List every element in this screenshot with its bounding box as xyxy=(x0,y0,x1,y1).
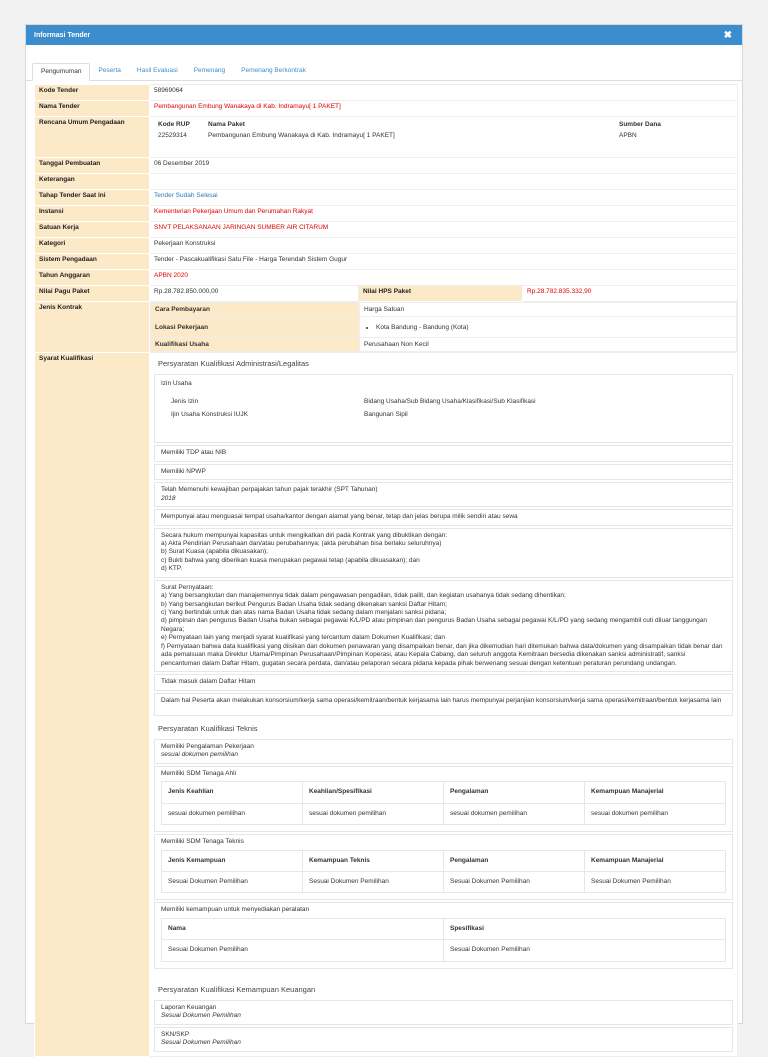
pajak-text: Telah Memenuhi kewajiban perpajakan tahun pajak terakhir (SPT Tahunan) xyxy=(161,486,378,494)
ahli-text: Memiliki SDM Tenaga Ahli xyxy=(161,769,237,777)
field-label: Syarat Kualifikasi xyxy=(35,353,150,1057)
list-item: Dalam hal Peserta akan melakukan konsorsium/kerja sama operasi/kemitraan/bentuk kerjasama lain harus mempunyai perjanjian konsorsium/kerja sama operasi/kemitraan/bentuk kerjasama lain xyxy=(154,693,733,716)
tab-bar xyxy=(26,63,742,81)
kontrak-cell xyxy=(150,302,738,353)
laporan-text: Laporan Keuangan xyxy=(161,1003,217,1011)
izin-table xyxy=(167,396,732,439)
table-header: Nama xyxy=(162,918,444,939)
izin-bidang: Bangunan Sipil xyxy=(364,410,408,418)
tab-pengumuman[interactable]: Pengumuman xyxy=(32,63,90,81)
field-label: Satuan Kerja xyxy=(35,222,150,238)
hukum-line: Secara hukum mempunyai kapasitas untuk mengikatkan diri pada Kontrak yang dibuktikan dengan: xyxy=(161,531,448,539)
table-header: Jenis Kemampuan xyxy=(162,850,303,871)
table-header: Nama Paket xyxy=(204,119,615,130)
table-cell: Sesuai Dokumen Pemilihan xyxy=(585,872,726,893)
tender-info-window xyxy=(25,24,743,1047)
table-header: Kemampuan Manajerial xyxy=(585,850,726,871)
rup-cell xyxy=(150,117,738,158)
ahli-table xyxy=(161,781,726,825)
table-header: Jenis Izin xyxy=(171,398,199,406)
hukum-line: a) Akta Pendirian Perusahaan dan/atau perubahannya; (akta perubahan bisa berlaku seluruhnya) xyxy=(161,539,442,547)
window-titlebar xyxy=(26,25,742,45)
tanggal-value: 06 Desember 2019 xyxy=(150,158,738,174)
tab-hasil-evaluasi[interactable]: Hasil Evaluasi xyxy=(136,67,178,74)
list-item xyxy=(154,1027,733,1052)
field-label: Tahun Anggaran xyxy=(35,270,150,286)
teknis-text: Memiliki SDM Tenaga Teknis xyxy=(161,838,244,846)
table-cell: Sesuai Dokumen Pemilihan xyxy=(162,872,303,893)
table-cell: Sesuai Dokumen Pemilihan xyxy=(303,872,444,893)
field-label: Tahap Tender Saat ini xyxy=(35,190,150,206)
list-item xyxy=(154,834,733,900)
tab-pemenang-berkontrak[interactable]: Pemenang Berkontrak xyxy=(241,67,306,74)
izin-usaha-block xyxy=(154,374,733,443)
table-header: Kode RUP xyxy=(154,119,204,130)
field-label: Sistem Pengadaan xyxy=(35,254,150,270)
lokasi-cell xyxy=(360,317,737,338)
satuan-value: SNVT PELAKSANAAN JARINGAN SUMBER AIR CITARUM xyxy=(150,222,738,238)
tahap-value[interactable]: Tender Sudah Selesai xyxy=(150,190,738,206)
list-item xyxy=(154,528,733,578)
tender-detail-table xyxy=(34,84,738,1057)
kategori-value: Pekerjaan Konstruksi xyxy=(150,238,738,254)
list-item: Memiliki NPWP xyxy=(154,464,733,480)
pagu-value: Rp.28.782.850.000,00 xyxy=(150,286,359,302)
cara-value: Harga Satuan xyxy=(360,303,737,317)
table-header: Bidang Usaha/Sub Bidang Usaha/Klasifikasi/Sub Klasifikasi xyxy=(364,398,536,406)
field-label: Instansi xyxy=(35,206,150,222)
peralatan-table xyxy=(161,918,726,962)
field-label: Kategori xyxy=(35,238,150,254)
table-cell: Sesuai Dokumen Pemilihan xyxy=(444,872,585,893)
field-label: Nilai Pagu Paket xyxy=(35,286,150,302)
peralatan-text: Memiliki kemampuan untuk menyediakan peralatan xyxy=(161,906,310,914)
field-label: Nilai HPS Paket xyxy=(359,286,523,302)
laporan-sub: Sesuai Dokumen Pemilihan xyxy=(161,1012,241,1020)
table-cell: sesuai dokumen pemilihan xyxy=(303,803,444,824)
teknis-table xyxy=(161,850,726,894)
izin-usaha-label: Izin Usaha xyxy=(161,380,192,387)
rup-source: APBN xyxy=(619,132,637,139)
nama-tender-value: Pembangunan Embung Wanakaya di Kab. Indramayu[ 1 PAKET] xyxy=(150,101,738,117)
list-item xyxy=(154,902,733,968)
table-header: Pengalaman xyxy=(444,850,585,871)
field-label: Tanggal Pembuatan xyxy=(35,158,150,174)
list-item: Mempunyai atau menguasai tempat usaha/kantor dengan alamat yang benar, tetap dan jelas berupa milik sendiri atau sewa xyxy=(154,509,733,525)
table-cell: sesuai dokumen pemilihan xyxy=(162,803,303,824)
table-cell: Sesuai Dokumen Pemilihan xyxy=(444,940,726,961)
close-icon[interactable]: ✖ xyxy=(723,29,732,41)
list-item xyxy=(154,766,733,832)
tahun-value: APBN 2020 xyxy=(150,270,738,286)
table-header: Pengalaman xyxy=(444,782,585,803)
window-title: Informasi Tender xyxy=(34,31,91,39)
pernyataan-line: c) Yang bertindak untuk dan atas nama Badan Usaha tidak sedang dalam menjalani sanksi pidana; xyxy=(161,609,447,616)
skn-text: SKN/SKP xyxy=(161,1030,190,1038)
izin-jenis: Ijin Usaha Konstruksi IUJK xyxy=(171,410,248,418)
table-header: Jenis Keahlian xyxy=(162,782,303,803)
list-item xyxy=(154,580,733,672)
field-label: Nama Tender xyxy=(35,101,150,117)
table-header: Sumber Dana xyxy=(615,119,733,130)
lokasi-value: • Kota Bandung - Bandung (Kota) xyxy=(376,324,732,331)
pernyataan-line: e) Pernyataan lain yang menjadi syarat kualifikasi yang tercantum dalam Dokumen Kualifikasi; dan xyxy=(161,634,445,642)
table-cell: sesuai dokumen pemilihan xyxy=(444,803,585,824)
field-label: Jenis Kontrak xyxy=(35,302,150,353)
pernyataan-line: a) Yang bersangkutan dan manajemennya tidak dalam pengawasan pengadilan, tidak pailit, dan kegiatan usahanya tidak sedang dihentikan; xyxy=(161,592,566,600)
section-title: Persyaratan Kualifikasi Administrasi/Legalitas xyxy=(158,359,309,368)
tab-pemenang[interactable]: Pemenang xyxy=(193,67,226,74)
table-header: Keahlian/Spesifikasi xyxy=(303,782,444,803)
list-item xyxy=(154,482,733,507)
table-cell: sesuai dokumen pemilihan xyxy=(585,803,726,824)
field-label: Kualifikasi Usaha xyxy=(151,338,360,352)
rup-table xyxy=(154,119,733,155)
rup-name: Pembangunan Embung Wanakaya di Kab. Indramayu[ 1 PAKET] xyxy=(208,132,395,139)
pengalaman-text: Memiliki Pengalaman Pekerjaan xyxy=(161,742,254,750)
pernyataan-line: f) Pernyataan bahwa data kualifikasi yang diisikan dan dokumen penawaran yang disampaikan benar, dan jika dikemudian hari ditemukan bahwa data/dokumen yang disampaikan tidak benar dan ada pemalsuan maka Direktur Utama/Pimpinan Perusahaan/Pimpinan Koperasi, atau Kepala Cabang, dan seluruh anggota Kemitraan bersedia dikenakan sanksi administratif, sanksi pencantuman dalam Daftar Hitam, gugatan secara perdata, dan/atau pelaporan secara pidana kepada pihak berwenang sesuai dengan ketentuan peraturan perundang undangan. xyxy=(161,642,723,667)
field-label: Kode Tender xyxy=(35,85,150,101)
table-header: Kemampuan Teknis xyxy=(303,850,444,871)
kualifikasi-value: Perusahaan Non Kecil xyxy=(360,338,737,352)
pernyataan-line: b) Yang bersangkutan berikut Pengurus Badan Usaha tidak sedang dikenakan sanksi Daftar Hitam; xyxy=(161,600,447,608)
pernyataan-line: Surat Pernyataan: xyxy=(161,583,214,591)
pernyataan-line: d) pimpinan dan pengurus Badan Usaha bukan sebagai pegawai K/L/PD atau pimpinan dan pengurus Badan Usaha sebagai pegawai K/L/PD yang sedang mengambil cuti diluar tanggungan Negara; xyxy=(161,617,708,633)
field-label: Rencana Umum Pengadaan xyxy=(35,117,150,158)
sistem-value: Tender - Pascakualifikasi Satu File - Harga Terendah Sistem Gugur xyxy=(150,254,738,270)
list-item: Memiliki TDP atau NIB xyxy=(154,445,733,461)
table-header: Kemampuan Manajerial xyxy=(585,782,726,803)
kode-tender-value: 58969064 xyxy=(150,85,738,101)
field-label: Keterangan xyxy=(35,174,150,190)
pajak-year: 2018 xyxy=(161,494,176,502)
hukum-line: b) Surat Kuasa (apabila dikuasakan); xyxy=(161,548,268,556)
keterangan-value xyxy=(150,174,738,190)
table-cell: Sesuai Dokumen Pemilihan xyxy=(162,940,444,961)
list-item xyxy=(154,739,733,764)
tab-peserta[interactable]: Peserta xyxy=(98,67,121,74)
table-header: Spesifikasi xyxy=(444,918,726,939)
kontrak-table xyxy=(150,302,737,352)
list-item xyxy=(154,1000,733,1025)
section-title: Persyaratan Kualifikasi Kemampuan Keuangan xyxy=(158,984,316,994)
syarat-cell xyxy=(150,353,738,1057)
field-label: Cara Pembayaran xyxy=(151,303,360,317)
hps-value: Rp.28.782.835.332,90 xyxy=(523,286,738,302)
section-title: Persyaratan Kualifikasi Teknis xyxy=(158,723,258,733)
hukum-line: c) Bukti bahwa yang diberikan kuasa merupakan pegawai tetap (apabila dikuasakan); dan xyxy=(161,556,420,564)
field-label: Lokasi Pekerjaan xyxy=(151,317,360,338)
hukum-line: d) KTP. xyxy=(161,565,183,573)
pengalaman-sub: sesuai dokumen pemilihan xyxy=(161,751,238,759)
instansi-value: Kementerian Pekerjaan Umum dan Perumahan Rakyat xyxy=(150,206,738,222)
list-item: Tidak masuk dalam Daftar Hitam xyxy=(154,674,733,690)
skn-sub: Sesuai Dokumen Pemilihan xyxy=(161,1039,241,1047)
rup-code: 22529314 xyxy=(158,132,187,139)
